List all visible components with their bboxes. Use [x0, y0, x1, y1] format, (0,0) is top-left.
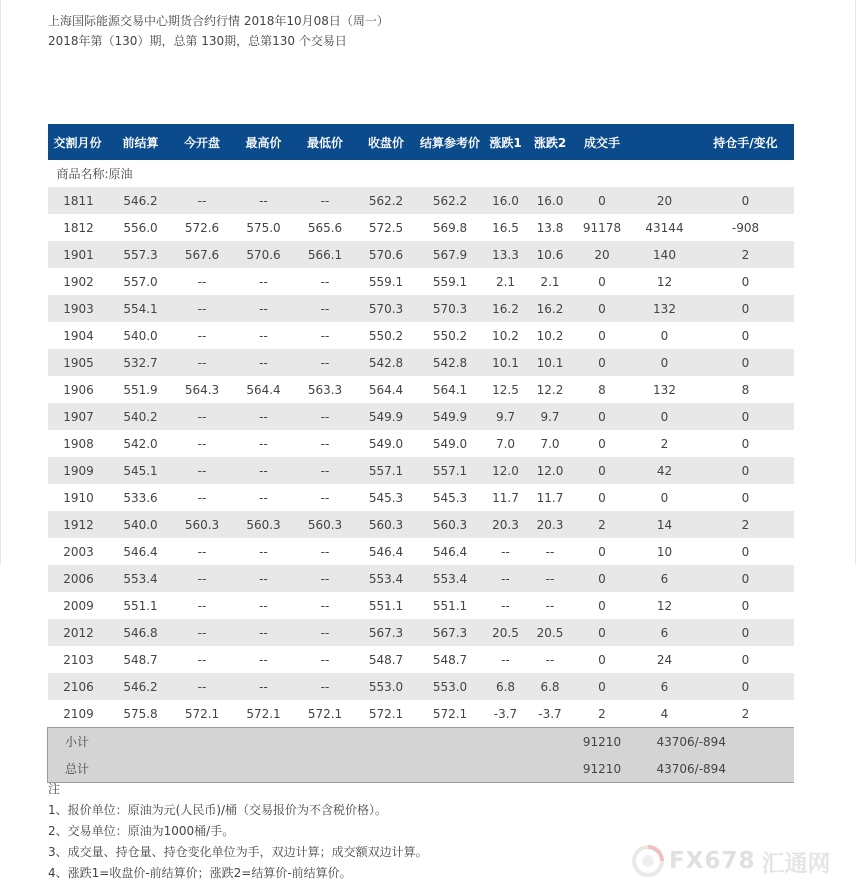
table-cell: 532.7	[110, 349, 172, 376]
table-cell: 8	[573, 376, 632, 403]
table-cell: 2	[698, 241, 794, 268]
table-cell: 12.0	[528, 457, 573, 484]
table-cell: 559.1	[417, 268, 484, 295]
table-cell: 550.2	[417, 322, 484, 349]
table-cell: 12.2	[528, 376, 573, 403]
table-cell: 14	[632, 511, 698, 538]
table-cell: -3.7	[528, 700, 573, 728]
table-cell: 10.1	[484, 349, 528, 376]
subtotal-label: 小计	[48, 728, 233, 756]
table-cell: 1912	[48, 511, 110, 538]
table-cell: 1812	[48, 214, 110, 241]
table-cell: 0	[573, 484, 632, 511]
notes-title: 注	[48, 782, 61, 796]
table-row	[48, 430, 794, 457]
table-cell: 0	[573, 673, 632, 700]
table-cell: 2009	[48, 592, 110, 619]
table-cell: 0	[698, 592, 794, 619]
table-cell: 10.6	[528, 241, 573, 268]
table-cell: 10.2	[528, 322, 573, 349]
table-cell: 572.1	[172, 700, 233, 728]
note-item: 1、报价单位：原油为元(人民币)/桶（交易报价为不含税价格）。	[48, 803, 388, 817]
left-border	[0, 0, 1, 565]
table-cell: 0	[573, 538, 632, 565]
table-cell: 0	[698, 403, 794, 430]
table-cell: 6.8	[484, 673, 528, 700]
table-cell: 2	[573, 700, 632, 728]
table-cell: 1811	[48, 187, 110, 214]
table-cell: 570.6	[356, 241, 417, 268]
table-cell: 91178	[573, 214, 632, 241]
total-volume: 91210	[573, 755, 632, 783]
table-cell: --	[233, 187, 295, 214]
watermark-brand-cn: 汇通网	[761, 850, 831, 877]
table-cell: --	[172, 619, 233, 646]
section-label: 商品名称:原油	[48, 160, 794, 187]
table-cell: --	[295, 349, 356, 376]
watermark-brand: FX678	[669, 848, 756, 874]
table-cell: 546.2	[110, 187, 172, 214]
table-cell: 572.5	[356, 214, 417, 241]
table-cell: 0	[698, 430, 794, 457]
table-row	[48, 484, 794, 511]
table-cell: 548.7	[356, 646, 417, 673]
table-cell: 546.4	[110, 538, 172, 565]
table-cell: 6	[632, 619, 698, 646]
table-cell: -3.7	[484, 700, 528, 728]
table-cell: --	[233, 295, 295, 322]
table-cell: 549.0	[417, 430, 484, 457]
table-cell: 549.0	[356, 430, 417, 457]
table-cell: 0	[698, 565, 794, 592]
table-cell: --	[233, 457, 295, 484]
table-cell: --	[484, 592, 528, 619]
table-cell: 13.8	[528, 214, 573, 241]
table-cell: 0	[698, 673, 794, 700]
table-cell: 9.7	[484, 403, 528, 430]
table-cell: --	[233, 430, 295, 457]
table-cell: 9.7	[528, 403, 573, 430]
report-title: 上海国际能源交易中心期货合约行情 2018年10月08日（周一）	[48, 14, 389, 28]
table-cell: 7.0	[528, 430, 573, 457]
table-cell: 542.8	[417, 349, 484, 376]
table-cell: 0	[573, 619, 632, 646]
table-cell: 572.1	[356, 700, 417, 728]
column-header-8: 涨跌2	[528, 124, 573, 160]
table-cell: 533.6	[110, 484, 172, 511]
table-cell: 557.3	[110, 241, 172, 268]
table-cell: 132	[632, 376, 698, 403]
table-cell: --	[233, 538, 295, 565]
table-cell: 1902	[48, 268, 110, 295]
quotes-table	[47, 124, 794, 783]
table-cell: --	[172, 538, 233, 565]
table-cell: 560.3	[417, 511, 484, 538]
total-label: 总计	[48, 755, 233, 783]
table-row	[48, 214, 794, 241]
table-cell: 551.9	[110, 376, 172, 403]
table-cell: 20	[573, 241, 632, 268]
table-cell: --	[295, 673, 356, 700]
table-cell: --	[295, 538, 356, 565]
table-cell: 560.3	[172, 511, 233, 538]
column-header-11: 持仓手/变化	[698, 124, 794, 160]
table-cell: 2103	[48, 646, 110, 673]
table-cell: 557.0	[110, 268, 172, 295]
table-cell: 13.3	[484, 241, 528, 268]
table-cell: 560.3	[295, 511, 356, 538]
table-cell: 550.2	[356, 322, 417, 349]
table-cell: 20.3	[528, 511, 573, 538]
table-cell: 132	[632, 295, 698, 322]
table-cell: --	[233, 673, 295, 700]
table-cell: 7.0	[484, 430, 528, 457]
table-cell: --	[528, 565, 573, 592]
subtotal-row	[48, 728, 794, 756]
table-cell: 553.4	[110, 565, 172, 592]
table-row	[48, 700, 794, 728]
subtotal-open-interest: 43706/-894	[632, 728, 794, 756]
table-cell: 540.2	[110, 403, 172, 430]
table-cell: --	[528, 592, 573, 619]
table-cell: 564.1	[417, 376, 484, 403]
table-cell: 551.1	[356, 592, 417, 619]
table-cell: 0	[573, 187, 632, 214]
table-cell: --	[484, 646, 528, 673]
table-cell: 575.0	[233, 214, 295, 241]
table-cell: 16.5	[484, 214, 528, 241]
table-cell: --	[172, 187, 233, 214]
table-cell: 542.8	[356, 349, 417, 376]
column-header-6: 结算参考价	[417, 124, 484, 160]
table-cell: 1907	[48, 403, 110, 430]
column-header-7: 涨跌1	[484, 124, 528, 160]
table-cell: 564.4	[356, 376, 417, 403]
table-cell: 551.1	[110, 592, 172, 619]
table-cell: 6.8	[528, 673, 573, 700]
table-cell: 567.3	[417, 619, 484, 646]
table-cell: 572.1	[295, 700, 356, 728]
table-cell: 20.5	[484, 619, 528, 646]
table-cell: 1903	[48, 295, 110, 322]
table-cell: 562.2	[417, 187, 484, 214]
report-issue: 2018年第（130）期，总第 130期，总第130 个交易日	[48, 34, 347, 48]
table-cell: 0	[698, 538, 794, 565]
table-cell: 10.1	[528, 349, 573, 376]
table-cell: 11.7	[484, 484, 528, 511]
table-cell: --	[484, 538, 528, 565]
table-cell: 540.0	[110, 511, 172, 538]
table-cell: 1904	[48, 322, 110, 349]
table-cell: 575.8	[110, 700, 172, 728]
table-header-row	[48, 124, 794, 160]
table-cell: --	[295, 619, 356, 646]
table-cell: 6	[632, 565, 698, 592]
table-cell: 1910	[48, 484, 110, 511]
table-cell: --	[295, 322, 356, 349]
table-cell: 567.3	[356, 619, 417, 646]
table-row	[48, 673, 794, 700]
table-cell: 569.8	[417, 214, 484, 241]
table-cell: 566.1	[295, 241, 356, 268]
table-cell: --	[295, 430, 356, 457]
table-cell: 554.1	[110, 295, 172, 322]
table-cell: --	[172, 565, 233, 592]
table-cell: 1909	[48, 457, 110, 484]
table-row	[48, 538, 794, 565]
table-cell: 553.0	[356, 673, 417, 700]
table-cell: 549.9	[417, 403, 484, 430]
table-cell: 8	[698, 376, 794, 403]
table-cell: --	[528, 538, 573, 565]
note-item: 2、交易单位：原油为1000桶/手。	[48, 824, 235, 838]
table-cell: 43144	[632, 214, 698, 241]
table-cell: 0	[698, 295, 794, 322]
table-row	[48, 511, 794, 538]
table-cell: 567.9	[417, 241, 484, 268]
table-cell: 0	[573, 592, 632, 619]
table-cell: 24	[632, 646, 698, 673]
table-cell: 548.7	[417, 646, 484, 673]
table-cell: 570.6	[233, 241, 295, 268]
report-header	[48, 11, 389, 51]
table-row	[48, 457, 794, 484]
table-cell: --	[172, 484, 233, 511]
table-cell: 0	[573, 646, 632, 673]
table-cell: 545.3	[417, 484, 484, 511]
table-cell: 10	[632, 538, 698, 565]
table-cell: 12	[632, 268, 698, 295]
table-cell: 546.8	[110, 619, 172, 646]
table-cell: 546.4	[356, 538, 417, 565]
table-cell: 6	[632, 673, 698, 700]
column-header-4: 最低价	[295, 124, 356, 160]
column-header-1: 前结算	[110, 124, 172, 160]
total-open-interest: 43706/-894	[632, 755, 794, 783]
table-cell: -908	[698, 214, 794, 241]
table-cell: 2	[573, 511, 632, 538]
table-cell: --	[233, 484, 295, 511]
table-cell: 2109	[48, 700, 110, 728]
table-cell: --	[233, 592, 295, 619]
table-cell: 0	[573, 457, 632, 484]
table-cell: 549.9	[356, 403, 417, 430]
table-cell: --	[295, 403, 356, 430]
table-row	[48, 619, 794, 646]
fx678-logo-icon	[631, 844, 665, 878]
table-cell: --	[233, 349, 295, 376]
table-cell: 12	[632, 592, 698, 619]
table-cell: 545.1	[110, 457, 172, 484]
table-row	[48, 376, 794, 403]
table-cell: 548.7	[110, 646, 172, 673]
table-row	[48, 187, 794, 214]
table-cell: 16.0	[528, 187, 573, 214]
table-cell: 0	[698, 268, 794, 295]
table-cell: 2	[698, 700, 794, 728]
table-cell: 557.1	[417, 457, 484, 484]
table-cell: --	[172, 322, 233, 349]
table-cell: 0	[698, 322, 794, 349]
table-cell: 546.2	[110, 673, 172, 700]
table-cell: 2	[698, 511, 794, 538]
table-cell: --	[295, 187, 356, 214]
table-cell: --	[233, 619, 295, 646]
table-cell: 0	[632, 322, 698, 349]
table-cell: 16.2	[528, 295, 573, 322]
table-cell: 2006	[48, 565, 110, 592]
table-cell: 1906	[48, 376, 110, 403]
table-cell: 542.0	[110, 430, 172, 457]
table-cell: 0	[698, 646, 794, 673]
table-cell: 0	[698, 457, 794, 484]
table-row	[48, 322, 794, 349]
table-cell: 553.0	[417, 673, 484, 700]
notes-section	[48, 779, 428, 884]
column-header-9: 成交手	[573, 124, 632, 160]
table-row	[48, 241, 794, 268]
table-cell: 570.3	[356, 295, 417, 322]
table-cell: --	[172, 592, 233, 619]
table-cell: 551.1	[417, 592, 484, 619]
note-item: 4、涨跌1=收盘价-前结算价；涨跌2=结算价-前结算价。	[48, 866, 352, 880]
table-cell: 546.4	[417, 538, 484, 565]
table-row	[48, 646, 794, 673]
table-cell: 20.5	[528, 619, 573, 646]
table-cell: 553.4	[417, 565, 484, 592]
table-cell: 0	[698, 619, 794, 646]
table-cell: --	[172, 403, 233, 430]
table-row	[48, 403, 794, 430]
table-cell: 556.0	[110, 214, 172, 241]
table-cell: 572.6	[172, 214, 233, 241]
table-cell: 0	[573, 403, 632, 430]
column-header-5: 收盘价	[356, 124, 417, 160]
table-cell: 2	[632, 430, 698, 457]
table-cell: --	[295, 646, 356, 673]
table-cell: --	[233, 403, 295, 430]
table-cell: 562.2	[356, 187, 417, 214]
table-cell: --	[295, 592, 356, 619]
table-cell: 545.3	[356, 484, 417, 511]
table-cell: 0	[573, 565, 632, 592]
table-cell: 11.7	[528, 484, 573, 511]
table-cell: --	[233, 565, 295, 592]
table-cell: 557.1	[356, 457, 417, 484]
table-cell: 540.0	[110, 322, 172, 349]
table-cell: 2.1	[528, 268, 573, 295]
table-cell: 0	[573, 349, 632, 376]
table-cell: --	[484, 565, 528, 592]
table-cell: 2003	[48, 538, 110, 565]
table-cell: 572.1	[417, 700, 484, 728]
table-cell: 553.4	[356, 565, 417, 592]
table-cell: --	[528, 646, 573, 673]
table-cell: 0	[573, 430, 632, 457]
table-cell: 567.6	[172, 241, 233, 268]
table-cell: 560.3	[356, 511, 417, 538]
table-cell: --	[295, 457, 356, 484]
table-cell: --	[233, 268, 295, 295]
table-cell: 20	[632, 187, 698, 214]
table-cell: 140	[632, 241, 698, 268]
subtotal-volume: 91210	[573, 728, 632, 756]
table-cell: 4	[632, 700, 698, 728]
table-cell: --	[172, 457, 233, 484]
table-row	[48, 349, 794, 376]
table-row	[48, 592, 794, 619]
table-cell: --	[172, 646, 233, 673]
table-cell: --	[295, 295, 356, 322]
table-cell: 0	[573, 268, 632, 295]
table-cell: 2012	[48, 619, 110, 646]
table-cell: 563.3	[295, 376, 356, 403]
table-cell: 564.3	[172, 376, 233, 403]
table-cell: 12.5	[484, 376, 528, 403]
table-cell: 16.2	[484, 295, 528, 322]
table-cell: 2106	[48, 673, 110, 700]
table-cell: 0	[632, 403, 698, 430]
table-cell: 0	[632, 484, 698, 511]
table-cell: 20.3	[484, 511, 528, 538]
right-border	[855, 0, 856, 565]
table-cell: 10.2	[484, 322, 528, 349]
table-cell: --	[172, 349, 233, 376]
table-cell: --	[172, 430, 233, 457]
table-cell: 560.3	[233, 511, 295, 538]
table-cell: --	[295, 484, 356, 511]
table-cell: 1908	[48, 430, 110, 457]
table-cell: 42	[632, 457, 698, 484]
table-row	[48, 268, 794, 295]
table-cell: 570.3	[417, 295, 484, 322]
table-row	[48, 295, 794, 322]
table-cell: 16.0	[484, 187, 528, 214]
table-cell: --	[172, 295, 233, 322]
table-cell: --	[295, 268, 356, 295]
table-cell: --	[233, 646, 295, 673]
table-cell: 1901	[48, 241, 110, 268]
table-cell: --	[233, 322, 295, 349]
column-header-0: 交割月份	[48, 124, 110, 160]
column-header-2: 今开盘	[172, 124, 233, 160]
watermark-logo	[631, 842, 846, 880]
column-header-10	[632, 124, 698, 160]
table-row	[48, 565, 794, 592]
section-row	[48, 160, 794, 187]
table-cell: --	[172, 268, 233, 295]
column-header-3: 最高价	[233, 124, 295, 160]
table-cell: 564.4	[233, 376, 295, 403]
table-cell: 0	[698, 187, 794, 214]
table-cell: 0	[632, 349, 698, 376]
table-cell: 0	[573, 322, 632, 349]
table-cell: 565.6	[295, 214, 356, 241]
table-cell: 0	[698, 349, 794, 376]
table-cell: 0	[573, 295, 632, 322]
note-item: 3、成交量、持仓量、持仓变化单位为手，双边计算；成交额双边计算。	[48, 845, 428, 859]
table-cell: 2.1	[484, 268, 528, 295]
table-cell: 559.1	[356, 268, 417, 295]
table-cell: 0	[698, 484, 794, 511]
table-cell: --	[172, 673, 233, 700]
table-cell: 1905	[48, 349, 110, 376]
table-cell: --	[295, 565, 356, 592]
table-cell: 12.0	[484, 457, 528, 484]
table-cell: 572.1	[233, 700, 295, 728]
